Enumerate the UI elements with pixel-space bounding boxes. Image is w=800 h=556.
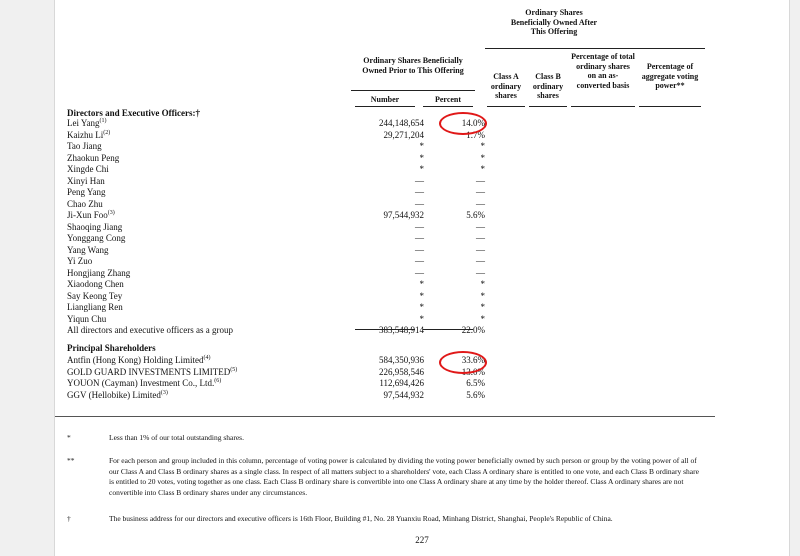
holder-name: Peng Yang xyxy=(67,187,106,197)
holder-name: Lei Yang$^{(1)}$ xyxy=(67,118,107,128)
table-row xyxy=(67,390,707,401)
header-class-b-rule xyxy=(529,106,567,107)
footnote-dagger-text: The business address for our directors and executive officers is 16th Floor, Building #1, No. 28 Yuanxiu Road, Minhang District, Shanghai, People's Republic of China. xyxy=(109,514,613,523)
header-number: Number xyxy=(370,95,400,104)
holder-name: Chao Zhu xyxy=(67,198,103,209)
header-pct-total: Percentage of total ordinary shares on an as-converted basis xyxy=(571,52,635,90)
holder-name: Ji-Xun Foo$^{(3)}$ xyxy=(67,210,115,220)
shares-number: * xyxy=(419,313,424,324)
shares-number: — xyxy=(415,267,424,278)
table-row xyxy=(67,210,707,221)
shares-number: 97,544,932 xyxy=(383,389,424,400)
shares-percent: 22.0% xyxy=(461,325,485,335)
table-row xyxy=(67,141,707,152)
shares-number: 226,958,546 xyxy=(379,366,424,377)
shares-percent: 5.6% xyxy=(466,210,485,220)
shares-number: — xyxy=(415,233,424,243)
holder-name: Tao Jiang xyxy=(67,141,102,151)
shares-percent: 1.7% xyxy=(466,129,485,140)
holder-name: Yang Wang xyxy=(67,244,109,255)
footnote-star-text: Less than 1% of our total outstanding shares. xyxy=(109,433,244,442)
holder-name: Liangliang Ren xyxy=(67,302,123,312)
shares-number: * xyxy=(419,164,424,174)
footnote-ref: (1) xyxy=(99,118,107,124)
section-directors: Directors and Executive Officers:† xyxy=(67,108,201,118)
shares-percent: * xyxy=(480,164,485,174)
holder-name: Yonggang Cong xyxy=(67,233,126,243)
footnote-ref: (3) xyxy=(107,210,115,216)
header-class-b: Class B ordinary shares xyxy=(532,72,564,100)
shares-number: — xyxy=(415,221,424,232)
table-row xyxy=(67,176,707,187)
shares-number: 383,548,914 xyxy=(379,325,424,335)
shares-percent: 14.0% xyxy=(461,118,485,128)
shares-number: * xyxy=(419,302,424,312)
table-row xyxy=(67,378,707,389)
table-row xyxy=(67,153,707,164)
shares-number: — xyxy=(415,187,424,197)
group-total-rule-number xyxy=(355,329,415,330)
shares-percent: * xyxy=(480,302,485,312)
shares-number: 97,544,932 xyxy=(383,210,424,220)
table-row xyxy=(67,245,707,256)
shares-percent: 33.6% xyxy=(461,355,485,365)
holder-name: All directors and executive officers as a group xyxy=(67,325,234,335)
shares-percent: — xyxy=(476,244,485,255)
table-row xyxy=(67,314,707,325)
footnote-ref: (2) xyxy=(103,129,111,136)
shares-number: — xyxy=(415,256,424,266)
page-number: 227 xyxy=(415,535,429,545)
header-prior-offering: Ordinary Shares Beneficially Owned Prior to This Offering xyxy=(362,56,464,75)
header-number-rule xyxy=(355,106,415,107)
table-row xyxy=(67,291,707,302)
footnote-ref: (5) xyxy=(230,366,238,373)
shares-number: — xyxy=(415,175,424,186)
holder-name: Say Keong Tey xyxy=(67,290,123,301)
table-row xyxy=(67,279,707,290)
table-row xyxy=(67,325,707,336)
header-after-offering: Ordinary Shares Beneficially Owned After This Offering xyxy=(510,8,598,36)
shares-percent: * xyxy=(480,313,485,324)
holder-name: Xiaodong Chen xyxy=(67,279,124,289)
shares-percent: — xyxy=(476,221,485,232)
highlight-circle-lei-yang xyxy=(439,112,487,135)
footnote-ref: (3) xyxy=(160,389,168,396)
shares-percent: * xyxy=(480,141,485,151)
footnote-ref: (6) xyxy=(214,378,222,384)
shares-number: 584,350,936 xyxy=(379,355,424,365)
table-row xyxy=(67,222,707,233)
shares-number: * xyxy=(419,279,424,289)
holder-name: Xingde Chi xyxy=(67,164,109,174)
table-row xyxy=(67,256,707,267)
header-pct-total-rule xyxy=(571,106,635,107)
shares-percent: * xyxy=(480,152,485,163)
shares-number: * xyxy=(419,152,424,163)
table-bottom-rule xyxy=(55,416,715,417)
section-principal: Principal Shareholders xyxy=(67,343,156,353)
holder-name: Yiqun Chu xyxy=(67,313,107,324)
shares-percent: 13.0% xyxy=(461,366,485,377)
table-row xyxy=(67,199,707,210)
table-row xyxy=(67,367,707,378)
shares-percent: — xyxy=(476,256,485,266)
holder-name: Xinyi Han xyxy=(67,175,105,186)
header-after-rule xyxy=(485,48,705,49)
table-row xyxy=(67,130,707,141)
holder-name: GGV (Hellobike) Limited$^{(3)}$ xyxy=(67,389,168,400)
table-row xyxy=(67,233,707,244)
footnote-dagger xyxy=(67,514,707,526)
holder-name: Hongjiang Zhang xyxy=(67,267,131,278)
shares-number: * xyxy=(419,290,424,301)
document-page xyxy=(54,0,790,556)
group-total-rule-percent xyxy=(423,329,473,330)
header-pct-voting-rule xyxy=(639,106,701,107)
shares-number: 112,694,426 xyxy=(379,378,424,388)
holder-name: Shaoqing Jiang xyxy=(67,221,123,232)
shares-number: — xyxy=(415,198,424,209)
table-row xyxy=(67,118,707,129)
holder-name: YOUON (Cayman) Investment Co., Ltd.$^{(6)}$ xyxy=(67,378,222,388)
shares-number: — xyxy=(415,244,424,255)
shares-number: * xyxy=(419,141,424,151)
shares-percent: — xyxy=(476,187,485,197)
shares-number: 29,271,204 xyxy=(383,129,424,140)
header-percent-rule xyxy=(423,106,473,107)
holder-name: Antfin (Hong Kong) Holding Limited$^{(4)}$ xyxy=(67,355,211,365)
shares-percent: — xyxy=(476,198,485,209)
footnote-double-star-text: For each person and group included in this column, percentage of voting power is calculated by dividing the voting power beneficially owned by such person or group by the voting power of all of our Class A and Class B ordinary shares as a single class. In respect of all matters subject to a shareholders' vote, each Class A ordinary share is entitled to one vote, and each Class B ordinary share is entitled to 20 votes, voting together as one class. Each Class B ordinary share is convertible into one Class A ordinary share at any time by the holder thereof. Class A ordinary shares are not convertible into Class B ordinary shares under any circumstances. xyxy=(109,456,699,497)
footnote-star-mark: * xyxy=(67,433,71,442)
table-row xyxy=(67,164,707,175)
footnote-star xyxy=(67,433,707,445)
shares-number: 244,148,654 xyxy=(379,118,424,128)
footnote-ref: (4) xyxy=(203,355,211,361)
table-row xyxy=(67,302,707,313)
footnote-dagger-mark: † xyxy=(67,514,71,523)
header-percent: Percent xyxy=(434,95,462,104)
header-class-a: Class A ordinary shares xyxy=(490,72,522,100)
highlight-circle-antfin xyxy=(439,351,487,374)
footnote-double-star-mark: ** xyxy=(67,456,75,465)
header-class-a-rule xyxy=(487,106,525,107)
header-pct-voting: Percentage of aggregate voting power** xyxy=(641,62,699,90)
holder-name: GOLD GUARD INVESTMENTS LIMITED$^{(5)}$ xyxy=(67,366,238,377)
table-row xyxy=(67,187,707,198)
table-row xyxy=(67,355,707,366)
shares-percent: — xyxy=(476,175,485,186)
shares-percent: * xyxy=(480,290,485,301)
shares-percent: * xyxy=(480,279,485,289)
holder-name: Yi Zuo xyxy=(67,256,93,266)
shares-percent: — xyxy=(476,267,485,278)
shares-percent: — xyxy=(476,233,485,243)
holder-name: Zhaokun Peng xyxy=(67,152,120,163)
shares-percent: 5.6% xyxy=(466,389,485,400)
footnote-double-star xyxy=(67,456,707,504)
holder-name: Kaizhu Li$^{(2)}$ xyxy=(67,129,111,140)
table-row xyxy=(67,268,707,279)
header-prior-rule xyxy=(351,90,475,91)
shares-percent: 6.5% xyxy=(466,378,485,388)
